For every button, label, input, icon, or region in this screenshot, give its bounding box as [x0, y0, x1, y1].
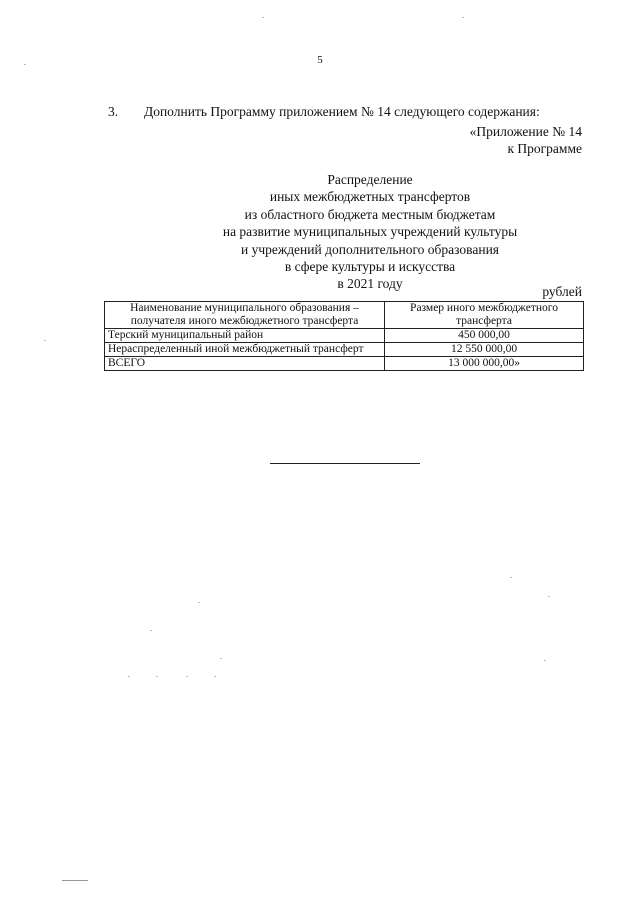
- item-number: 3.: [108, 104, 119, 119]
- document-heading: [168, 171, 572, 293]
- heading-line: и учреждений дополнительного образования: [240, 241, 500, 257]
- scan-speck: [462, 17, 464, 18]
- scan-speck: [220, 658, 222, 659]
- row-name: ВСЕГО: [105, 357, 385, 371]
- item-text: Дополнить Программу приложением № 14 следующего содержания:: [144, 104, 540, 119]
- table-row-total: [105, 357, 584, 371]
- heading-line: иных межбюджетных трансфертов: [269, 189, 471, 205]
- row-name: Нераспределенный иной межбюджетный трансферт: [105, 343, 385, 357]
- scan-speck: [128, 676, 130, 677]
- table-header-row: [105, 302, 584, 329]
- heading-line: в сфере культуры и искусства: [284, 259, 456, 275]
- column-header-amount: Размер иного межбюджетного трансферта: [385, 302, 584, 329]
- scan-speck: [548, 596, 550, 597]
- heading-line: на развитие муниципальных учреждений культуры: [222, 224, 518, 240]
- scan-speck: [44, 340, 46, 341]
- scan-speck: [214, 676, 216, 677]
- scan-speck: [24, 64, 26, 65]
- item-3-paragraph: [108, 104, 540, 120]
- heading-line: из областного бюджета местным бюджетам: [244, 206, 496, 222]
- scan-speck: [544, 660, 546, 661]
- scan-speck: [510, 577, 512, 578]
- appendix-reference: [470, 123, 582, 157]
- table-row: [105, 343, 584, 357]
- heading-line: в 2021 году: [337, 276, 403, 292]
- page-number: 5: [317, 54, 323, 66]
- row-amount: 450 000,00: [385, 329, 584, 343]
- column-header-name: Наименование муниципального образования – получателя иного межбюджетного трансферта: [105, 302, 385, 329]
- appendix-line-1: «Приложение № 14: [469, 124, 582, 139]
- currency-unit-label: рублей: [542, 284, 582, 299]
- table-row: [105, 329, 584, 343]
- scan-speck: [198, 602, 200, 603]
- row-amount: 12 550 000,00: [385, 343, 584, 357]
- transfer-table: [104, 301, 584, 371]
- closing-rule: [270, 463, 420, 464]
- appendix-line-2: к Программе: [507, 141, 582, 156]
- footer-rule: [62, 880, 88, 881]
- row-name: Терский муниципальный район: [105, 329, 385, 343]
- scan-speck: [186, 676, 188, 677]
- row-amount: 13 000 000,00»: [385, 357, 584, 371]
- scan-speck: [262, 17, 264, 18]
- scan-speck: [150, 630, 152, 631]
- heading-line: Распределение: [327, 172, 413, 187]
- scan-speck: [156, 676, 158, 677]
